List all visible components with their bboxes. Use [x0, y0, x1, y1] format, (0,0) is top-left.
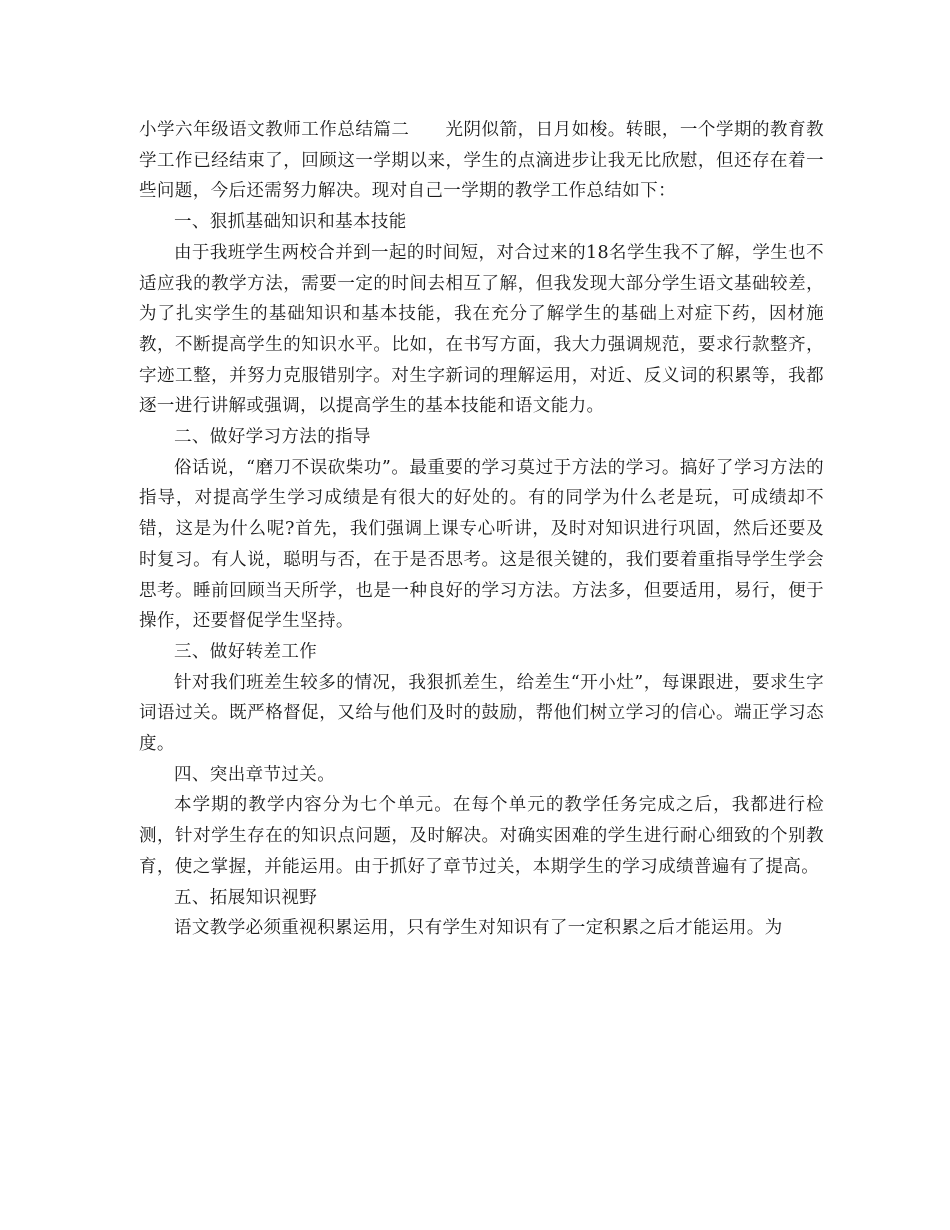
section-heading-3: 三、做好转差工作: [174, 641, 318, 662]
intro-paragraph: 小学六年级语文教师工作总结篇二 光阴似箭，日月如梭。转眼，一个学期的教育教学工作已经结束了，回顾这一学期以来，学生的点滴进步让我无比欣慰，但还存在着一些问题，今后还需努力解决。现对自己一学期的教学工作总结如下：: [139, 120, 824, 202]
section-paragraph-2: 俗话说，“磨刀不误砍柴功”。最重要的学习莫过于方法的学习。搞好了学习方法的指导，对提高学生学习成绩是有很大的好处的。有的同学为什么老是玩，可成绩却不错，这是为什么呢?首先，我们强调上课专心听讲，及时对知识进行巩固，然后还要及时复习。有人说，聪明与否，在于是否思考。这是很关键的，我们要着重指导学生学会思考。睡前回顾当天所学，也是一种良好的学习方法。方法多，但要适用，易行，便于操作，还要督促学生坚持。: [139, 457, 824, 632]
section-heading-2: 二、做好学习方法的指导: [174, 427, 371, 448]
section-paragraph-1: 由于我班学生两校合并到一起的时间短，对合过来的18名学生我不了解，学生也不适应我的教学方法，需要一定的时间去相互了解，但我发现大部分学生语文基础较差，为了扎实学生的基础知识和基本技能，我在充分了解学生的基础上对症下药，因材施教，不断提高学生的知识水平。比如，在书写方面，我大力强调规范，要求行款整齐，字迹工整，并努力克服错别字。对生字新词的理解运用，对近、反义词的积累等，我都逐一进行讲解或强调，以提高学生的基本技能和语文能力。: [139, 242, 824, 417]
section-paragraph-3: 针对我们班差生较多的情况，我狠抓差生，给差生“开小灶”，每课跟进，要求生字词语过关。既严格督促，又给与他们及时的鼓励，帮他们树立学习的信心。端正学习态度。: [139, 672, 824, 755]
section-heading-5: 五、拓展知识视野: [174, 887, 318, 908]
section-heading-1: 一、狠抓基础知识和基本技能: [174, 212, 407, 233]
section-paragraph-4: 本学期的教学内容分为七个单元。在每个单元的教学任务完成之后，我都进行检测，针对学生存在的知识点问题，及时解决。对确实困难的学生进行耐心细致的个别教育，使之掌握，并能运用。由于抓好了章节过关，本期学生的学习成绩普遍有了提高。: [139, 795, 824, 877]
document-body: [139, 115, 824, 944]
section-heading-4: 四、突出章节过关。: [174, 764, 336, 785]
section-paragraph-5: 语文教学必须重视积累运用，只有学生对知识有了一定积累之后才能运用。为: [174, 918, 783, 939]
